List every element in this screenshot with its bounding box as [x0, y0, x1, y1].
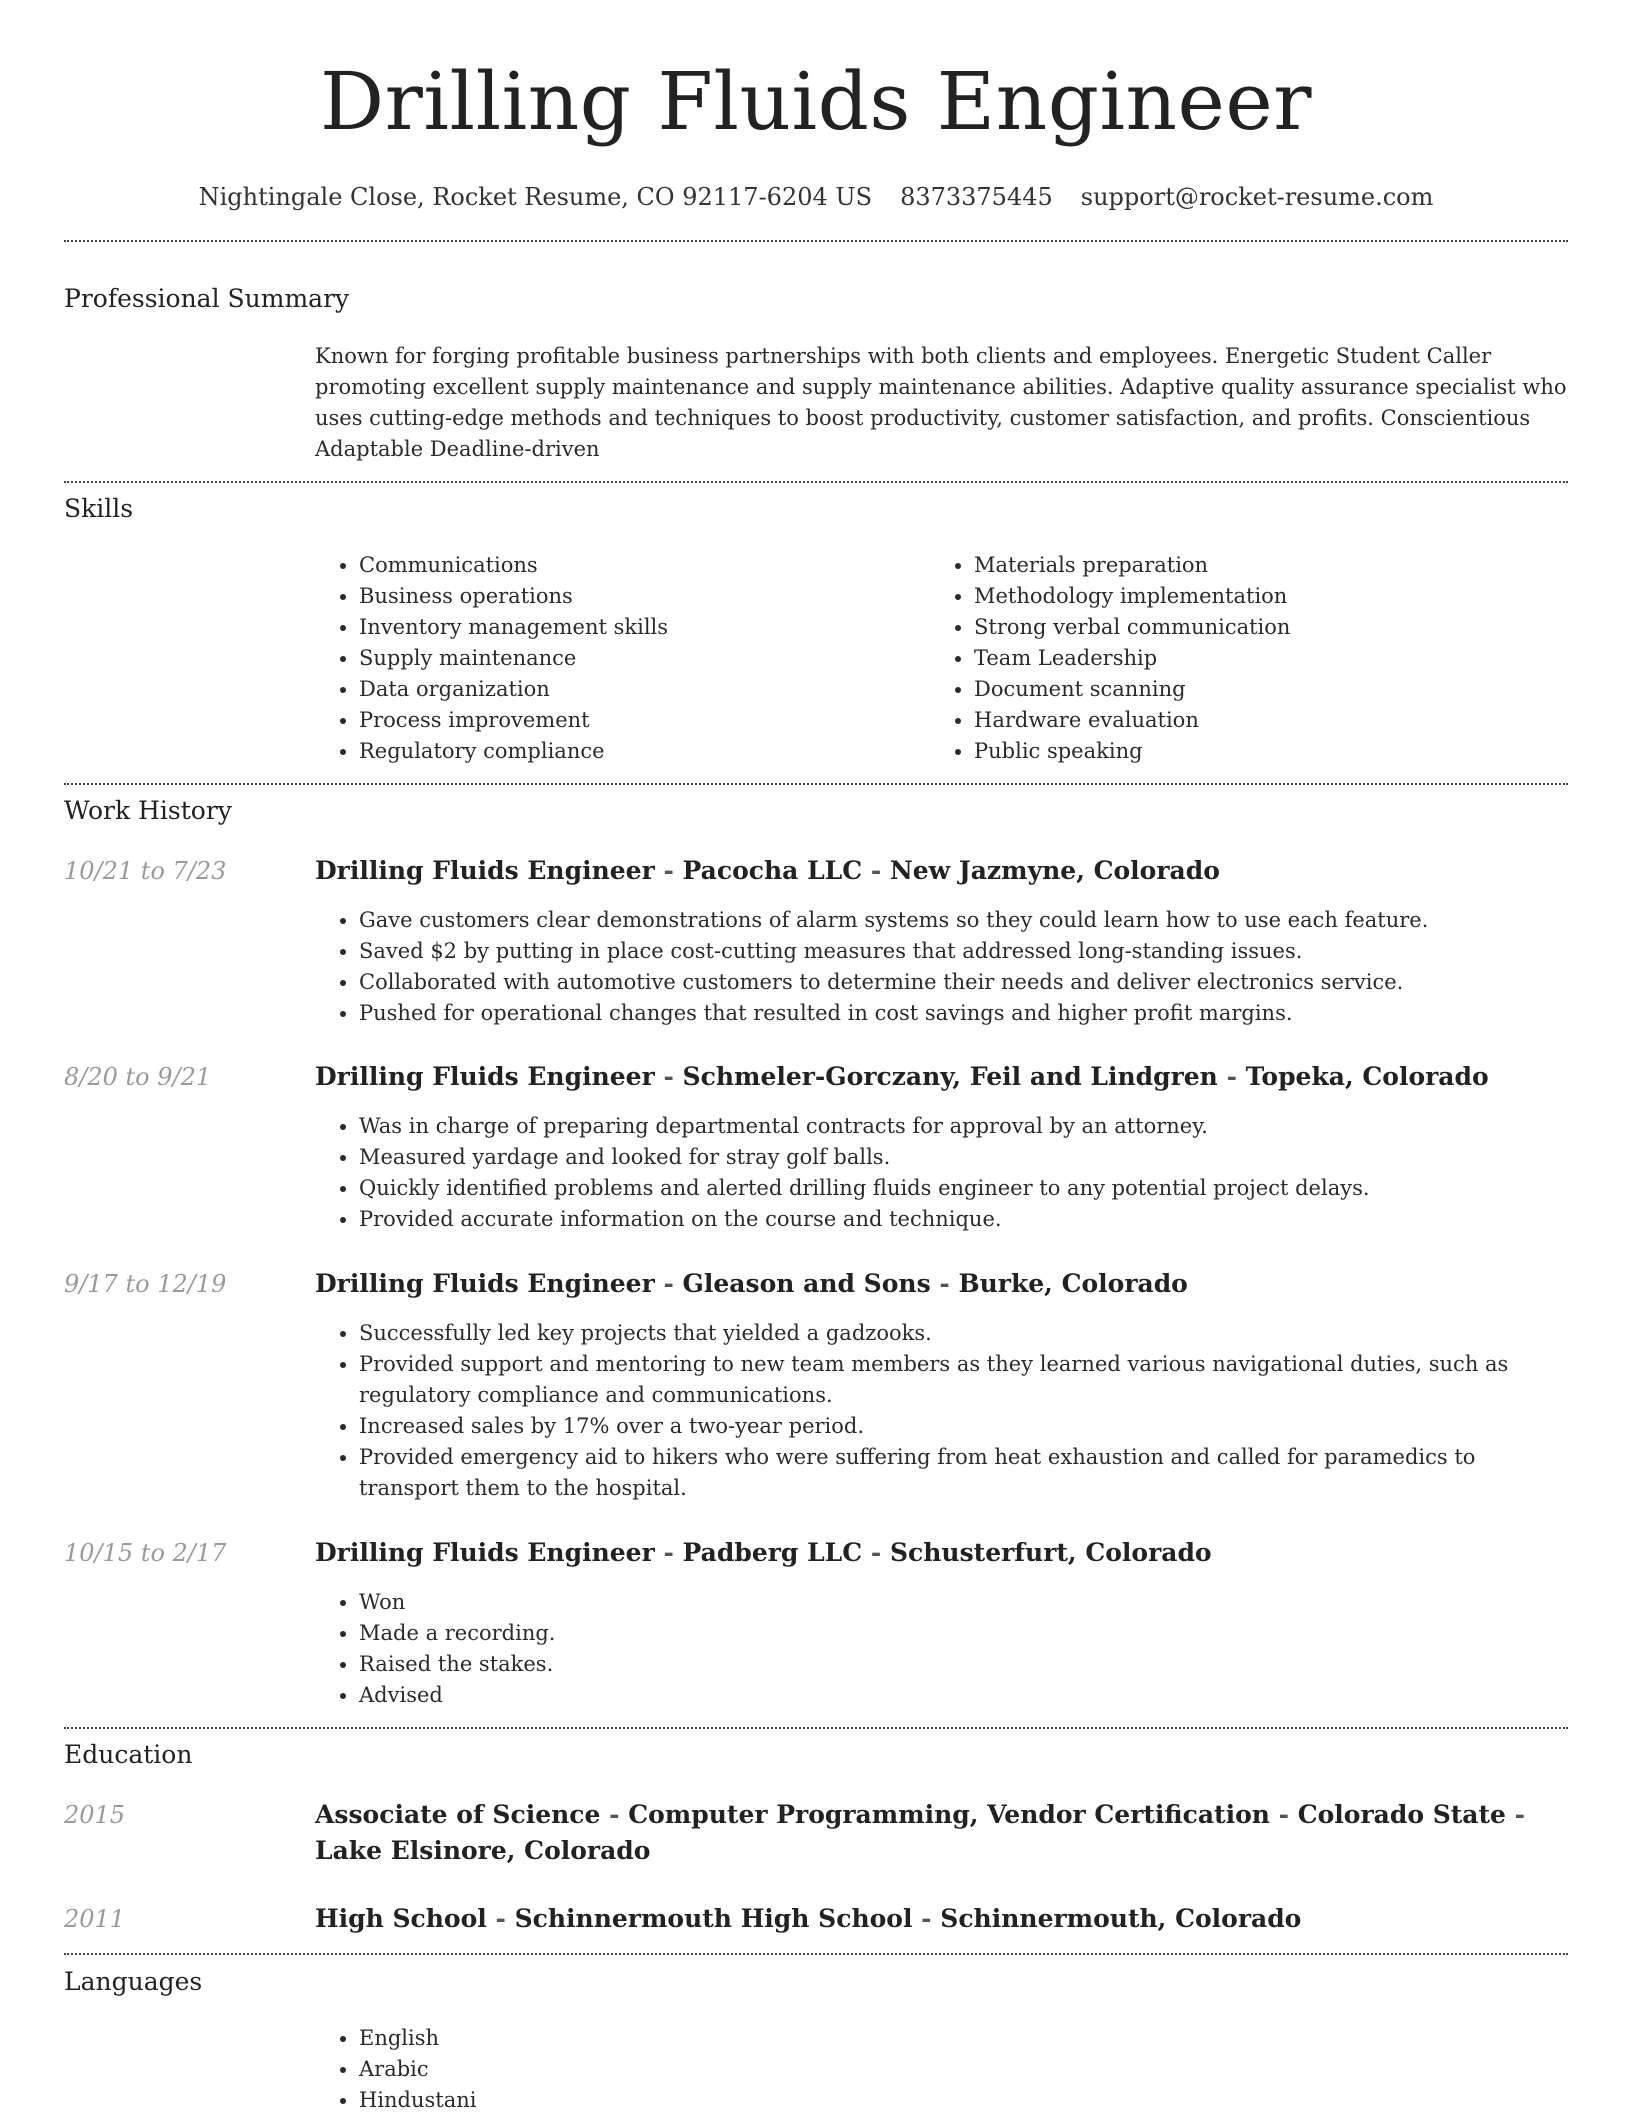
- skills-list-left: [315, 550, 915, 767]
- job-bullet: • Successfully led key projects that yielded a gadzooks.: [359, 1318, 1568, 1349]
- job-dates: 9/17 to 12/19: [64, 1270, 227, 1298]
- job-bullet: • Advised: [359, 1680, 1568, 1711]
- job-bullet: • Saved $2 by putting in place cost-cutting measures that addressed long-standing issues.: [359, 936, 1568, 967]
- degree: Associate of Science: [315, 1800, 601, 1829]
- resume-header: [64, 52, 1568, 212]
- job-role: Drilling Fluids Engineer: [315, 1538, 655, 1567]
- job-dates: 10/21 to 7/23: [64, 857, 227, 885]
- job-location: Schusterfurt, Colorado: [889, 1538, 1212, 1567]
- job-role: Drilling Fluids Engineer: [315, 1269, 655, 1298]
- skill-item: • Methodology implementation: [974, 581, 1530, 612]
- skill-item: • Business operations: [359, 581, 915, 612]
- address: Nightingale Close, Rocket Resume, CO 92117-6204 US: [198, 183, 873, 211]
- education-year: 2011: [64, 1905, 126, 1933]
- job-bullets: [315, 1318, 1568, 1504]
- skill-item: • Team Leadership: [974, 643, 1530, 674]
- job-dates: 8/20 to 9/21: [64, 1063, 212, 1091]
- field-of-study: Computer Programming, Vendor Certification: [628, 1800, 1270, 1829]
- education-entry: High School - Schinnermouth High School - Schinnermouth, Colorado: [315, 1904, 1302, 1933]
- school-location: Schinnermouth, Colorado: [940, 1904, 1302, 1933]
- education-entry: Associate of Science - Computer Programming, Vendor Certification - Colorado State - Lake Elsinore, Colorado: [315, 1800, 1526, 1865]
- skills-list-right: [930, 550, 1530, 767]
- job-bullet: • Quickly identified problems and alerted drilling fluids engineer to any potential project delays.: [359, 1173, 1568, 1204]
- contact-line: [64, 182, 1568, 212]
- job-company: Gleason and Sons: [682, 1269, 931, 1298]
- job-bullet: • Provided emergency aid to hikers who were suffering from heat exhaustion and called for paramedics to transport them to the hospital.: [359, 1442, 1568, 1504]
- school: Colorado State: [1297, 1800, 1506, 1829]
- job-title: Drilling Fluids Engineer - Padberg LLC - Schusterfurt, Colorado: [315, 1538, 1212, 1567]
- job-bullet: • Provided support and mentoring to new team members as they learned various navigational duties, such as regulatory compliance and communications.: [359, 1349, 1568, 1411]
- job-location: New Jazmyne, Colorado: [889, 856, 1220, 885]
- school-location: Lake Elsinore, Colorado: [315, 1836, 651, 1865]
- summary-text: Known for forging profitable business partnerships with both clients and employees. Energetic Student Caller promoting excellent supply maintenance and supply maintenance abilities. Adaptive quality assurance specialist who uses cutting-edge methods and techniques to boost productivity, customer satisfaction, and profits. Conscientious Adaptable Deadline-driven: [315, 344, 1567, 461]
- section-title-skills: Skills: [64, 494, 134, 523]
- job-location: Topeka, Colorado: [1245, 1062, 1489, 1091]
- skill-item: • Regulatory compliance: [359, 736, 915, 767]
- divider: [64, 1953, 1568, 1955]
- skill-item: • Communications: [359, 550, 915, 581]
- phone: 8373375445: [900, 183, 1053, 211]
- education-year: 2015: [64, 1801, 126, 1829]
- job-bullet: • Provided accurate information on the course and technique.: [359, 1204, 1568, 1235]
- job-bullet: • Raised the stakes.: [359, 1649, 1568, 1680]
- language-item: • English: [359, 2023, 1568, 2054]
- skill-item: • Data organization: [359, 674, 915, 705]
- job-location: Burke, Colorado: [958, 1269, 1188, 1298]
- job-title: Drilling Fluids Engineer - Schmeler-Gorczany, Feil and Lindgren - Topeka, Colorado: [315, 1062, 1489, 1091]
- job-bullet: • Measured yardage and looked for stray golf balls.: [359, 1142, 1568, 1173]
- divider: [64, 783, 1568, 785]
- skills-column-right: [930, 550, 1530, 767]
- section-title-work-history: Work History: [64, 796, 232, 825]
- skill-item: • Materials preparation: [974, 550, 1530, 581]
- job-company: Padberg LLC: [682, 1538, 863, 1567]
- divider: [64, 240, 1568, 242]
- job-dates: 10/15 to 2/17: [64, 1539, 227, 1567]
- section-title-summary: Professional Summary: [64, 284, 350, 313]
- job-bullet: • Pushed for operational changes that resulted in cost savings and higher profit margins.: [359, 998, 1568, 1029]
- school: Schinnermouth High School: [514, 1904, 913, 1933]
- divider: [64, 481, 1568, 483]
- job-bullets: [315, 1111, 1568, 1235]
- language-item: • Hindustani: [359, 2085, 1568, 2116]
- skill-item: • Inventory management skills: [359, 612, 915, 643]
- job-bullet: • Won: [359, 1587, 1568, 1618]
- job-bullet: • Made a recording.: [359, 1618, 1568, 1649]
- job-bullet: • Was in charge of preparing departmental contracts for approval by an attorney.: [359, 1111, 1568, 1142]
- email: support@rocket-resume.com: [1080, 183, 1434, 211]
- job-company: Pacocha LLC: [682, 856, 863, 885]
- skill-item: • Process improvement: [359, 705, 915, 736]
- job-bullets: [315, 905, 1568, 1029]
- candidate-name: Drilling Fluids Engineer: [320, 55, 1312, 148]
- job-bullet: • Gave customers clear demonstrations of alarm systems so they could learn how to use each feature.: [359, 905, 1568, 936]
- skill-item: • Supply maintenance: [359, 643, 915, 674]
- skill-item: • Document scanning: [974, 674, 1530, 705]
- languages-list: [315, 2023, 1568, 2116]
- job-bullets: [315, 1587, 1568, 1711]
- job-bullet: • Collaborated with automotive customers to determine their needs and deliver electronics service.: [359, 967, 1568, 998]
- job-company: Schmeler-Gorczany, Feil and Lindgren: [682, 1062, 1218, 1091]
- job-role: Drilling Fluids Engineer: [315, 1062, 655, 1091]
- skill-item: • Hardware evaluation: [974, 705, 1530, 736]
- job-bullet: • Increased sales by 17% over a two-year period.: [359, 1411, 1568, 1442]
- job-title: Drilling Fluids Engineer - Pacocha LLC - New Jazmyne, Colorado: [315, 856, 1220, 885]
- section-title-languages: Languages: [64, 1967, 203, 1996]
- section-title-education: Education: [64, 1740, 193, 1769]
- skills-column-left: [315, 550, 915, 767]
- skill-item: • Strong verbal communication: [974, 612, 1530, 643]
- divider: [64, 1727, 1568, 1729]
- degree: High School: [315, 1904, 487, 1933]
- language-item: • Arabic: [359, 2054, 1568, 2085]
- skill-item: • Public speaking: [974, 736, 1530, 767]
- job-role: Drilling Fluids Engineer: [315, 856, 655, 885]
- job-title: Drilling Fluids Engineer - Gleason and Sons - Burke, Colorado: [315, 1269, 1188, 1298]
